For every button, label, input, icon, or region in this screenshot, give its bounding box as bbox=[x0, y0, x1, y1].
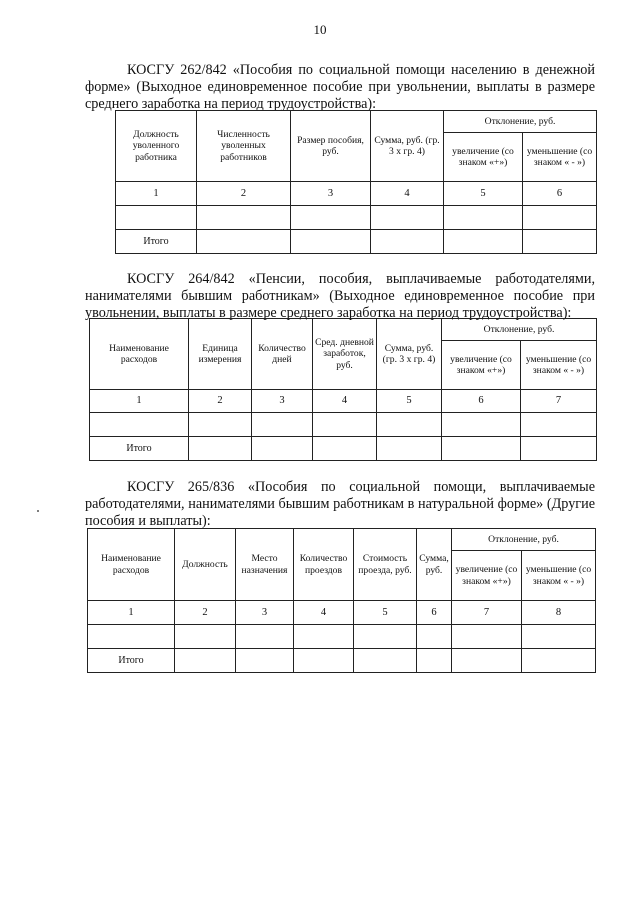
empty-cell bbox=[291, 230, 371, 254]
deviation-increase-header: увеличение (со знаком «+») bbox=[444, 133, 523, 182]
table-row bbox=[116, 206, 597, 230]
column-number: 1 bbox=[88, 601, 175, 625]
empty-cell bbox=[236, 649, 294, 673]
empty-cell bbox=[175, 649, 236, 673]
column-number: 4 bbox=[313, 390, 377, 413]
section-2-text: КОСГУ 264/842 «Пенсии, пособия, выплачиваемые работодателями, нанимателями бывшим работникам» (Выходное единовременное пособие при увольнении, выплаты в размере среднего заработка на период трудоустройства): bbox=[85, 271, 595, 321]
column-number: 2 bbox=[175, 601, 236, 625]
scan-speck bbox=[37, 510, 39, 512]
empty-cell bbox=[90, 413, 189, 437]
column-number: 6 bbox=[417, 601, 452, 625]
column-number: 3 bbox=[291, 182, 371, 206]
table-kosgu-262 bbox=[115, 110, 597, 254]
header-cell: Место назначения bbox=[236, 529, 294, 601]
header-cell: Сред. дневной заработок, руб. bbox=[313, 319, 377, 390]
empty-cell bbox=[523, 230, 597, 254]
empty-cell bbox=[252, 437, 313, 461]
empty-cell bbox=[452, 625, 522, 649]
empty-cell bbox=[252, 413, 313, 437]
header-cell: Должность bbox=[175, 529, 236, 601]
empty-cell bbox=[313, 437, 377, 461]
empty-cell bbox=[521, 437, 597, 461]
header-cell: Размер пособия, руб. bbox=[291, 111, 371, 182]
header-cell: Наименование расходов bbox=[90, 319, 189, 390]
deviation-increase-header: увеличение (со знаком «+») bbox=[452, 551, 522, 601]
total-label: Итого bbox=[90, 437, 189, 461]
empty-cell bbox=[444, 230, 523, 254]
empty-cell bbox=[313, 413, 377, 437]
column-number: 8 bbox=[522, 601, 596, 625]
header-cell: Единица измерения bbox=[189, 319, 252, 390]
deviation-decrease-header: уменьшение (со знаком « - ») bbox=[522, 551, 596, 601]
empty-cell bbox=[522, 649, 596, 673]
column-number: 1 bbox=[116, 182, 197, 206]
empty-cell bbox=[521, 413, 597, 437]
empty-cell bbox=[236, 625, 294, 649]
empty-cell bbox=[371, 206, 444, 230]
empty-cell bbox=[88, 625, 175, 649]
section-3-text: КОСГУ 265/836 «Пособия по социальной помощи, выплачиваемые работодателями, нанимателями бывшим работникам в натуральной форме» (Другие пособия и выплаты): bbox=[85, 479, 595, 529]
column-number: 5 bbox=[354, 601, 417, 625]
empty-cell bbox=[294, 649, 354, 673]
empty-cell bbox=[354, 649, 417, 673]
column-number: 4 bbox=[294, 601, 354, 625]
column-number: 5 bbox=[377, 390, 442, 413]
table-row bbox=[90, 413, 597, 437]
empty-cell bbox=[452, 649, 522, 673]
header-cell: Сумма, руб. bbox=[417, 529, 452, 601]
empty-cell bbox=[442, 413, 521, 437]
header-cell: Численность уволенных работников bbox=[197, 111, 291, 182]
empty-cell bbox=[197, 230, 291, 254]
column-number: 2 bbox=[189, 390, 252, 413]
column-number: 3 bbox=[252, 390, 313, 413]
column-number: 7 bbox=[452, 601, 522, 625]
deviation-header: Отклонение, руб. bbox=[444, 111, 597, 133]
header-cell: Стоимость проезда, руб. bbox=[354, 529, 417, 601]
total-label: Итого bbox=[88, 649, 175, 673]
empty-cell bbox=[354, 625, 417, 649]
page-number: 10 bbox=[313, 22, 327, 37]
column-number: 3 bbox=[236, 601, 294, 625]
column-number: 1 bbox=[90, 390, 189, 413]
header-cell: Количество проездов bbox=[294, 529, 354, 601]
column-number: 7 bbox=[521, 390, 597, 413]
deviation-decrease-header: уменьшение (со знаком « - ») bbox=[521, 341, 597, 390]
empty-cell bbox=[291, 206, 371, 230]
header-cell: Наименование расходов bbox=[88, 529, 175, 601]
empty-cell bbox=[377, 413, 442, 437]
empty-cell bbox=[116, 206, 197, 230]
empty-cell bbox=[377, 437, 442, 461]
empty-cell bbox=[189, 437, 252, 461]
header-cell: Сумма, руб. (гр. 3 х гр. 4) bbox=[377, 319, 442, 390]
empty-cell bbox=[417, 649, 452, 673]
total-row bbox=[116, 230, 597, 254]
deviation-decrease-header: уменьшение (со знаком « - ») bbox=[523, 133, 597, 182]
total-label: Итого bbox=[116, 230, 197, 254]
column-number: 6 bbox=[442, 390, 521, 413]
empty-cell bbox=[197, 206, 291, 230]
table-kosgu-265 bbox=[87, 528, 596, 673]
table-row bbox=[88, 625, 596, 649]
empty-cell bbox=[371, 230, 444, 254]
column-number: 4 bbox=[371, 182, 444, 206]
deviation-increase-header: увеличение (со знаком «+») bbox=[442, 341, 521, 390]
column-number: 6 bbox=[523, 182, 597, 206]
empty-cell bbox=[522, 625, 596, 649]
total-row bbox=[88, 649, 596, 673]
empty-cell bbox=[442, 437, 521, 461]
header-cell: Количество дней bbox=[252, 319, 313, 390]
empty-cell bbox=[417, 625, 452, 649]
column-number: 2 bbox=[197, 182, 291, 206]
total-row bbox=[90, 437, 597, 461]
deviation-header: Отклонение, руб. bbox=[452, 529, 596, 551]
empty-cell bbox=[294, 625, 354, 649]
empty-cell bbox=[444, 206, 523, 230]
table-kosgu-264 bbox=[89, 318, 597, 461]
section-1-text: КОСГУ 262/842 «Пособия по социальной помощи населению в денежной форме» (Выходное единовременное пособие при увольнении, выплаты в размере среднего заработка на период трудоустройства): bbox=[85, 62, 595, 112]
deviation-header: Отклонение, руб. bbox=[442, 319, 597, 341]
empty-cell bbox=[189, 413, 252, 437]
column-number: 5 bbox=[444, 182, 523, 206]
header-cell: Должность уволенного работника bbox=[116, 111, 197, 182]
empty-cell bbox=[523, 206, 597, 230]
header-cell: Сумма, руб. (гр. 3 х гр. 4) bbox=[371, 111, 444, 182]
empty-cell bbox=[175, 625, 236, 649]
